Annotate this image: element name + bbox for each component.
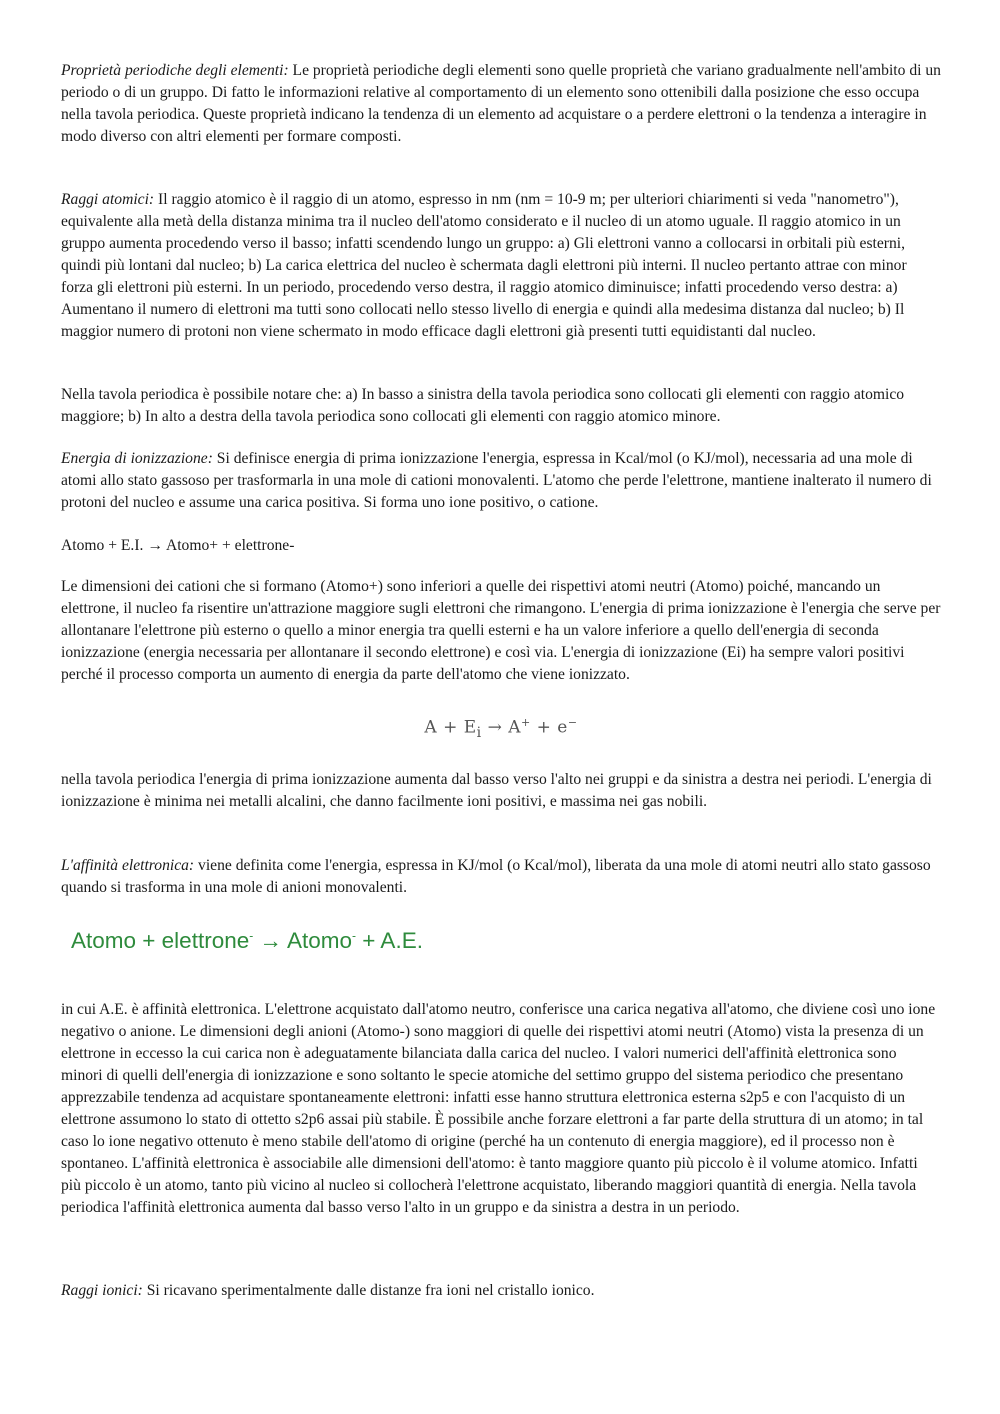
formula-electron: + e: [530, 717, 568, 738]
electron-affinity-title: L'affinità elettronica:: [61, 857, 195, 874]
ionic-radii-paragraph: [61, 1280, 941, 1302]
ionization-formula: [61, 712, 941, 740]
electron-affinity-body: viene definita come l'energia, espressa in KJ/mol (o Kcal/mol), liberata da una mole di atomi neutri allo stato gassoso quando si trasforma in una mole di anioni monovalenti.: [61, 857, 931, 896]
affinity-equation: [71, 928, 423, 954]
atomic-radii-title: Raggi atomici:: [61, 191, 155, 208]
formula-arrow: → A: [481, 717, 522, 738]
periodic-properties-paragraph: [61, 60, 941, 148]
cation-paragraph: Le dimensioni dei cationi che si formano (Atomo+) sono inferiori a quelle dei rispettivi atomi neutri (Atomo) poiché, mancando un elettrone, il nucleo fa risentire un'attrazione maggiore sugli elettroni che rimangono. L'energia di prima ionizzazione è l'energia che serve per allontanare l'elettrone più esterno o quello a minor energia tra quelli esterni e ha un valore inferiore a quello dell'energia di seconda ionizzazione (energia necessaria per allontanare il secondo elettrone) e così via. L'energia di ionizzazione (Ei) ha sempre valori positivi perché il processo comporta un aumento di energia da parte dell'atomo che viene ionizzato.: [61, 578, 941, 683]
ionization-formula-math: [61, 712, 941, 744]
formula-lhs: A + E: [424, 717, 477, 738]
ionization-energy-paragraph: [61, 448, 941, 514]
atomic-radii-body: Il raggio atomico è il raggio di un atomo, espresso in nm (nm = 10-9 m; per ulteriori chiarimenti si veda "nanometro"), equivalente alla metà della distanza minima tra il nucleo dell'atomo considerato e il nucleo di un atomo uguale. Il raggio atomico in un gruppo aumenta procedendo verso il basso; infatti scendendo lungo un gruppo: a) Gli elettroni vanno a collocarsi in orbitali più esterni, quindi più lontani dal nucleo; b) La carica elettrica del nucleo è schermata dagli elettroni più interni. Il nucleo pertanto attrae con minor forza gli elettroni più esterni. In un periodo, procedendo verso destra, il raggio atomico diminuisce; infatti procedendo verso destra: a) Aumentano il numero di elettroni ma tutti sono collocati nello stesso livello di energia e quindi alla medesima distanza dal nucleo; b) Il maggior numero di protoni non viene schermato in modo efficace dagli elettroni già presenti tutti equidistanti dal nucleo.: [61, 191, 907, 340]
ionization-equation-text: Atomo + E.I. → Atomo+ + elettrone-: [61, 537, 295, 554]
ionic-radii-body: Si ricavano sperimentalmente dalle distanze fra ioni nel cristallo ionico.: [142, 1282, 595, 1299]
affinity-eq-part3: + A.E.: [356, 928, 423, 953]
affinity-eq-sup2: -: [352, 928, 357, 943]
affinity-eq-sup1: -: [249, 928, 254, 943]
electron-affinity-paragraph: [61, 855, 941, 899]
affinity-eq-part1: Atomo + elettrone: [71, 928, 250, 953]
formula-sub: i: [476, 725, 482, 742]
formula-sup-minus: −: [567, 716, 578, 729]
formula-sup-plus: +: [521, 716, 531, 729]
ionization-energy-body: Si definisce energia di prima ionizzazione l'energia, espressa in Kcal/mol (o KJ/mol), necessaria ad una mole di atomi allo stato gassoso per trasformarla in una mole di cationi monovalenti. L'atomo che perde l'elettrone, mantiene inalterato il numero di protoni del nucleo e assume una carica positiva. Si forma uno ione positivo, o catione.: [61, 450, 932, 511]
periodic-table-note: Nella tavola periodica è possibile notare che: a) In basso a sinistra della tavola periodica sono collocati gli elementi con raggio atomico maggiore; b) In alto a destra della tavola periodica sono collocati gli elementi con raggio atomico minore.: [61, 386, 905, 425]
atomic-radii-paragraph: [61, 189, 941, 343]
ionic-radii-title: Raggi ionici:: [61, 1282, 143, 1299]
affinity-explanation-paragraph: in cui A.E. è affinità elettronica. L'elettrone acquistato dall'atomo neutro, conferisce una carica negativa all'atomo, che diviene così uno ione negativo o anione. Le dimensioni degli anioni (Atomo-) sono maggiori di quelle dei rispettivi atomi neutri (Atomo) vista la presenza di un elettrone in eccesso la cui carica non è adeguatamente bilanciata dalla carica del nucleo. I valori numerici dell'affinità elettronica sono minori di quelli dell'energia di ionizzazione e sono soltanto le specie atomiche del settimo gruppo del sistema periodico che presentano apprezzabile tendenza ad acquistare spontaneamente elettroni: infatti esse hanno struttura elettronica esterna s2p5 e con l'acquisto di un elettrone assumono lo stato di ottetto s2p6 assai più stabile. È possibile anche forzare elettroni a far parte della struttura di un atomo; in tal caso lo ione negativo ottenuto è meno stabile dell'atomo di origine (perché ha un contenuto di energia maggiore), ed il processo non è spontaneo. L'affinità elettronica è associabile alle dimensioni dell'atomo: è tanto maggiore quanto più piccolo è il volume atomico. Infatti più piccolo è un atomo, tanto più vicino al nucleo si collocherà l'elettrone acquistato, liberando maggiori quantità di energia. Nella tavola periodica l'affinità elettronica aumenta dal basso verso l'alto in un gruppo e da sinistra a destra in un periodo.: [61, 1001, 936, 1216]
ionization-energy-title: Energia di ionizzazione:: [61, 450, 213, 467]
periodic-properties-body: Le proprietà periodiche degli elementi sono quelle proprietà che variano gradualmente nell'ambito di un periodo o di un gruppo. Di fatto le informazioni relative al comportamento di un elemento sono ottenibili dalla posizione che esso occupa nella tavola periodica. Queste proprietà indicano la tendenza di un elemento ad acquistare o a perdere elettroni o la tendenza a interagire in modo diverso con altri elementi per formare composti.: [61, 62, 941, 145]
ionization-trend-paragraph: nella tavola periodica l'energia di prima ionizzazione aumenta dal basso verso l'alto nei gruppi e da sinistra a destra nei periodi. L'energia di ionizzazione è minima nei metalli alcalini, che danno facilmente ioni positivi, e massima nei gas nobili.: [61, 771, 932, 810]
affinity-eq-part2: → Atomo: [253, 928, 353, 953]
periodic-properties-title: Proprietà periodiche degli elementi:: [61, 62, 289, 79]
